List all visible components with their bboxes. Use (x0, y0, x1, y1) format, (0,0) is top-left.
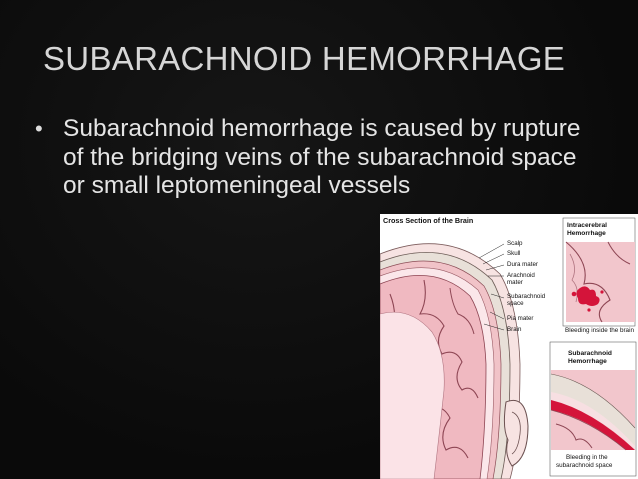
intracerebral-title-line1: Intracerebral (567, 222, 607, 229)
layer-labels (507, 240, 546, 333)
illustration-svg (380, 214, 638, 479)
head-cross-section (380, 244, 528, 479)
label-subarachnoid-space: space (507, 300, 524, 307)
label-subarachnoid: Subarachnoid (507, 293, 546, 300)
subarachnoid-title-line2: Hemorrhage (568, 358, 607, 365)
intracerebral-title-line2: Hemorrhage (567, 230, 606, 237)
intracerebral-panel (563, 218, 635, 334)
bullet-text: Subarachnoid hemorrhage is caused by rupture of the bridging veins of the subarachnoid space or small leptomeningeal vessels (63, 115, 581, 199)
intracerebral-caption: Bleeding inside the brain (565, 327, 634, 334)
cross-section-title: Cross Section of the Brain (383, 216, 474, 225)
subarachnoid-caption-line1: Bleeding in the (566, 454, 608, 461)
label-arachnoid: Arachnoid (507, 272, 535, 279)
bullet-list (35, 115, 581, 201)
label-pia-mater: Pia mater (507, 315, 534, 322)
label-scalp: Scalp (507, 240, 523, 247)
label-brain: Brain (507, 326, 522, 333)
slide-title: SUBARACHNOID HEMORRHAGE (43, 40, 566, 77)
label-dura-mater: Dura mater (507, 261, 538, 268)
brain-hemorrhage-illustration (380, 214, 638, 479)
label-skull: Skull (507, 250, 521, 257)
bullet-symbol: • (35, 116, 43, 141)
subarachnoid-caption-line2: subarachnoid space (556, 462, 613, 469)
subarachnoid-panel (550, 342, 636, 476)
label-arachnoid-mater: mater (507, 279, 523, 286)
subarachnoid-title-line1: Subarachnoid (568, 350, 612, 357)
bullet-item (35, 115, 581, 201)
